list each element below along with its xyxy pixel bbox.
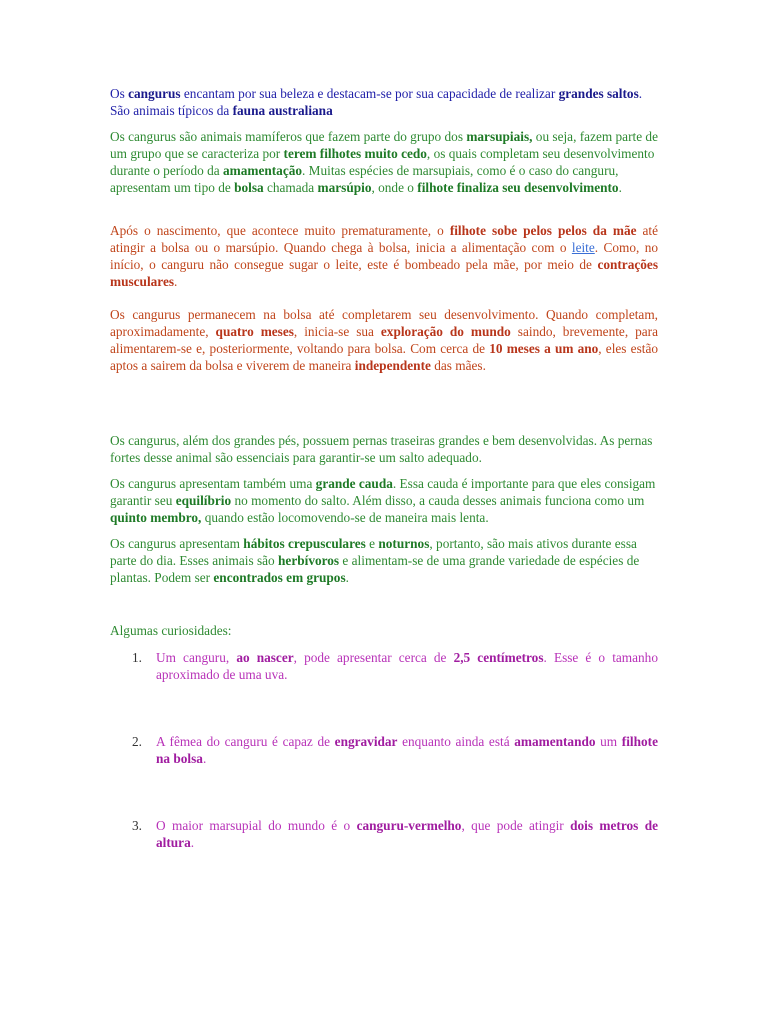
text-run: e alimentam-se de uma grande variedade de espécies de plantas. Podem ser xyxy=(110,553,640,585)
bold-text: herbívoros xyxy=(278,553,340,568)
text-run: . Essa cauda é importante para que eles consigam garantir seu xyxy=(110,476,656,508)
list-number: 1. xyxy=(132,650,142,665)
pouch-paragraph xyxy=(110,306,658,374)
list-item-text xyxy=(156,733,658,767)
text-run: um xyxy=(595,734,622,749)
bold-text: independente xyxy=(354,358,431,373)
text-run: Um canguru, xyxy=(156,650,237,665)
legs-paragraph xyxy=(110,432,658,466)
bold-text: cangurus xyxy=(128,86,181,101)
text-run: . Muitas espécies de marsupiais, como é o caso do canguru, apresentam um tipo de xyxy=(110,163,619,195)
text-run: Os cangurus apresentam também uma xyxy=(110,476,316,491)
bold-text: ao nascer xyxy=(236,650,294,665)
bold-text: amamentando xyxy=(514,734,596,749)
birth-paragraph xyxy=(110,222,658,290)
list-item-text xyxy=(156,649,658,683)
text-run: A fêmea do canguru é capaz de xyxy=(156,734,335,749)
text-run: no momento do salto. Além disso, a cauda desses animais funciona como um xyxy=(231,493,645,508)
tail-paragraph xyxy=(110,475,658,526)
text-run: . Como, no início, o canguru não consegue sugar o leite, este é bombeado pela mãe, por meio de xyxy=(110,240,658,272)
text-run: , eles estão aptos a sairem da bolsa e viverem de maneira xyxy=(110,341,658,373)
text-run: , pode apresentar cerca de xyxy=(293,650,454,665)
text-run: quando estão locomovendo-se de maneira mais lenta. xyxy=(201,510,489,525)
text-run: , os quais completam seu desenvolvimento durante o período da xyxy=(110,146,655,178)
bold-text: 10 meses a um ano xyxy=(489,341,599,356)
text-run: Os cangurus, além dos grandes pés, possuem pernas traseiras grandes e bem desenvolvidas. As pernas fortes desse animal são essenciais para garantir-se um salto adequado. xyxy=(110,433,653,465)
text-run: , onde o xyxy=(371,180,418,195)
bold-text: marsúpio xyxy=(317,180,372,195)
bold-text: bolsa xyxy=(234,180,264,195)
text-run: ou seja, fazem parte de um grupo que se caracteriza por xyxy=(110,129,658,161)
text-run: Algumas curiosidades: xyxy=(110,623,232,638)
text-run: das mães. xyxy=(430,358,486,373)
text-run: . xyxy=(618,180,622,195)
list-number: 2. xyxy=(132,734,142,749)
text-run: e xyxy=(365,536,379,551)
habits-paragraph xyxy=(110,535,658,586)
text-run: Os cangurus permanecem na bolsa até completarem seu desenvolvimento. Quando completam, aproximadamente, xyxy=(110,307,658,339)
text-run: . São animais típicos da xyxy=(110,86,643,118)
bold-text: filhote na bolsa xyxy=(156,734,658,766)
bold-text: contrações musculares xyxy=(110,257,658,289)
bold-text: engravidar xyxy=(334,734,398,749)
bold-text: quinto membro, xyxy=(110,510,202,525)
text-run: . xyxy=(174,274,178,289)
bold-text: encontrados em grupos xyxy=(213,570,346,585)
text-run: Após o nascimento, que acontece muito prematuramente, o xyxy=(110,223,450,238)
bold-text: terem filhotes muito cedo xyxy=(283,146,427,161)
text-run: . xyxy=(202,751,207,766)
text-run: . xyxy=(190,835,195,850)
bold-text: quatro meses xyxy=(215,324,294,339)
bold-text: exploração do mundo xyxy=(380,324,511,339)
bold-text: marsupiais, xyxy=(466,129,533,144)
text-run: enquanto ainda está xyxy=(397,734,515,749)
text-run: O maior marsupial do mundo é o xyxy=(156,818,357,833)
bold-text: dois metros de altura xyxy=(156,818,659,850)
bold-text: fauna australiana xyxy=(232,103,333,118)
marsupials-paragraph xyxy=(110,128,658,196)
bold-text: filhote finaliza seu desenvolvimento xyxy=(417,180,619,195)
curiosities-heading xyxy=(110,622,658,639)
intro-paragraph xyxy=(110,85,658,119)
bold-text: hábitos crepusculares xyxy=(243,536,366,551)
bold-text: 2,5 centímetros xyxy=(453,650,544,665)
text-run: chamada xyxy=(263,180,318,195)
bold-text: grande cauda xyxy=(315,476,393,491)
text-run: , que pode atingir xyxy=(461,818,571,833)
text-run: encantam por sua beleza e destacam-se por sua capacidade de realizar xyxy=(180,86,559,101)
bold-text: equilíbrio xyxy=(175,493,232,508)
bold-text: noturnos xyxy=(378,536,430,551)
text-run: Os xyxy=(110,86,129,101)
bold-text: grandes saltos xyxy=(558,86,639,101)
bold-text: amamentação xyxy=(223,163,303,178)
text-run: . xyxy=(345,570,349,585)
text-run: Os cangurus apresentam xyxy=(110,536,244,551)
leite-link[interactable]: leite xyxy=(571,240,595,255)
text-run: saindo, brevemente, para alimentarem-se e, posteriormente, voltando para bolsa. Com cerca de xyxy=(110,324,658,356)
text-run: Os cangurus são animais mamíferos que fazem parte do grupo dos xyxy=(110,129,467,144)
bold-text: canguru-vermelho xyxy=(356,818,462,833)
text-run: até atingir a bolsa ou o marsúpio. Quando chega à bolsa, inicia a alimentação com o xyxy=(110,223,659,255)
text-run: , portanto, são mais ativos durante essa parte do dia. Esses animais são xyxy=(110,536,637,568)
text-run: . Esse é o tamanho aproximado de uma uva. xyxy=(156,650,658,682)
text-run: , inicia-se sua xyxy=(293,324,381,339)
list-number: 3. xyxy=(132,818,142,833)
bold-text: filhote sobe pelos pelos da mãe xyxy=(449,223,637,238)
list-item-text xyxy=(156,817,658,851)
